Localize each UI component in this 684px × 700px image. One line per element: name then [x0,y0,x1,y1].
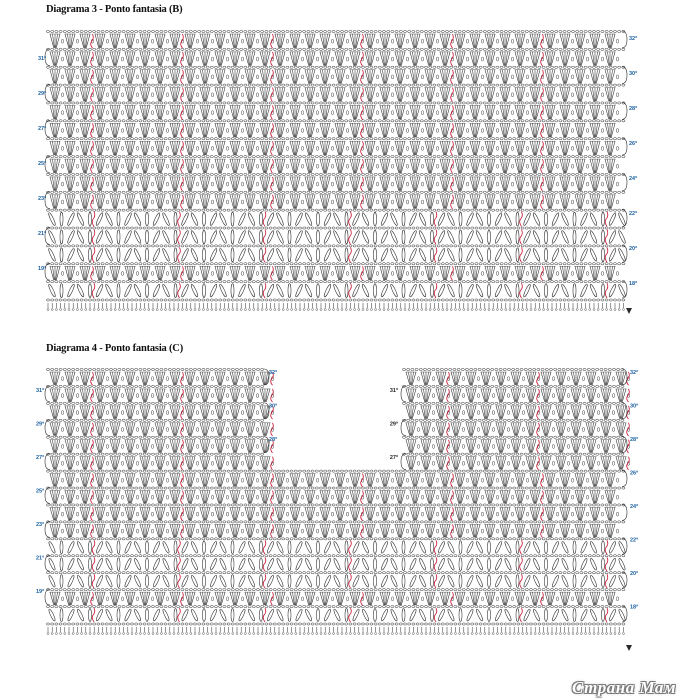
diagram-4-title: Diagrama 4 - Ponto fantasia (C) [46,343,183,354]
diagram-3-title: Diagrama 3 - Ponto fantasia (B) [46,4,183,15]
